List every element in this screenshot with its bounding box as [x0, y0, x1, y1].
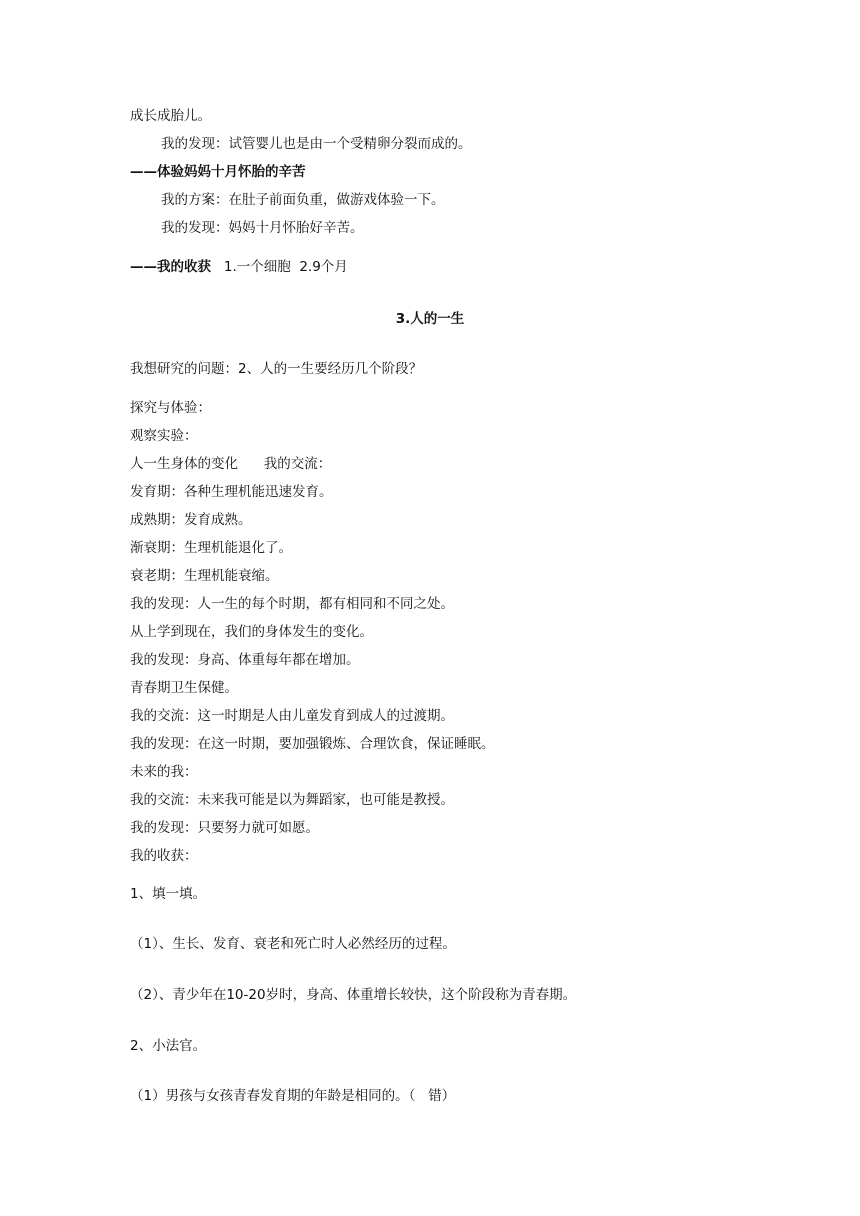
text-line: 我的交流：这一时期是人由儿童发育到成人的过渡期。 [130, 708, 454, 724]
section-heading: ——体验妈妈十月怀胎的辛苦 [130, 164, 306, 180]
text-line: 未来的我： [130, 764, 198, 780]
text-line: 青春期卫生保健。 [130, 680, 238, 696]
text-line: 我的发现：身高、体重每年都在增加。 [130, 652, 360, 668]
exercise-heading: 2、小法官。 [130, 1038, 207, 1054]
exercise-item: （2）、青少年在10-20岁时，身高、体重增长较快，这个阶段称为青春期。 [130, 987, 577, 1003]
text-line: 我的发现：只要努力就可如愿。 [130, 820, 319, 836]
text-line: 我的交流：未来我可能是以为舞蹈家，也可能是教授。 [130, 792, 454, 808]
exercise-heading: 1、填一填。 [130, 886, 207, 902]
exercise-item: （1）、生长、发育、衰老和死亡时人必然经历的过程。 [130, 936, 456, 952]
text-line: 渐衰期：生理机能退化了。 [130, 540, 292, 556]
text-line: 成熟期：发育成熟。 [130, 512, 252, 528]
discovery-line: 我的发现：试管婴儿也是由一个受精卵分裂而成的。 [161, 136, 472, 152]
research-question: 我想研究的问题：2、人的一生要经历几个阶段？ [130, 361, 423, 377]
text-line: 衰老期：生理机能衰缩。 [130, 568, 279, 584]
text-line: 发育期：各种生理机能迅速发育。 [130, 484, 333, 500]
text-line: 探究与体验： [130, 400, 211, 416]
text-line: 成长成胎儿。 [130, 108, 211, 124]
plan-line: 我的方案：在肚子前面负重，做游戏体验一下。 [161, 192, 445, 208]
text-line: 我的收获： [130, 848, 198, 864]
harvest-line [130, 258, 348, 276]
text-line: 我的发现：人一生的每个时期，都有相同和不同之处。 [130, 596, 454, 612]
text-line: 我的发现：在这一时期，要加强锻炼、合理饮食，保证睡眠。 [130, 736, 495, 752]
text-line: 人一生身体的变化 我的交流： [130, 456, 332, 472]
harvest-label: ——我的收获 [130, 259, 211, 275]
text-line: 从上学到现在，我们的身体发生的变化。 [130, 624, 373, 640]
exercise-item: （1）男孩与女孩青春发育期的年龄是相同的。（ 错） [130, 1088, 456, 1104]
text-line: 观察实验： [130, 428, 198, 444]
harvest-answers: 1.一个细胞 2.9个月 [211, 259, 348, 275]
lesson-title: 3.人的一生 [395, 311, 465, 327]
discovery-line: 我的发现：妈妈十月怀胎好辛苦。 [161, 220, 364, 236]
